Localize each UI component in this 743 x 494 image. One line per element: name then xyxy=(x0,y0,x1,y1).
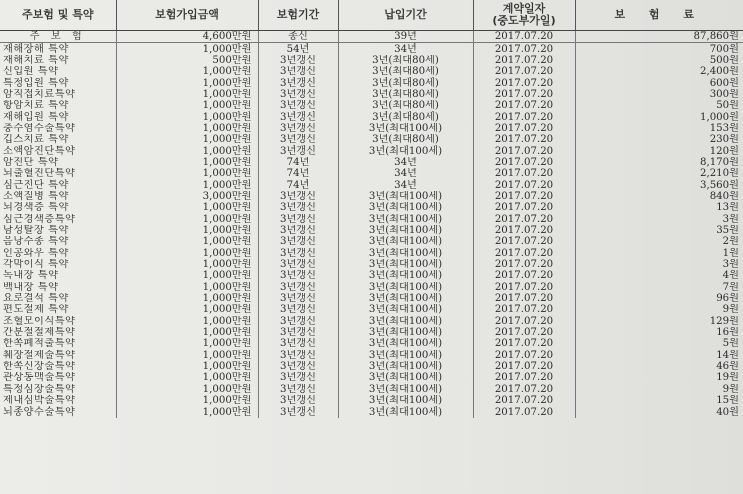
coverage-name: 특정심장술특약 xyxy=(3,383,76,395)
insurance-period: 3년갱신 xyxy=(258,406,338,417)
contract-date: 2017.07.20 xyxy=(473,123,575,134)
premium-amount: 9원 xyxy=(575,304,743,315)
premium-amount: 230원 xyxy=(575,134,743,145)
insured-amount: 1,000만원 xyxy=(116,236,258,247)
table-row xyxy=(0,111,743,122)
contract-date: 2017.07.20 xyxy=(473,259,575,270)
table-row xyxy=(0,236,743,247)
payment-period: 3년(최대100세) xyxy=(338,145,473,156)
table-row xyxy=(0,259,743,270)
premium-amount: 2,400원 xyxy=(575,66,743,77)
insurance-period: 3년갱신 xyxy=(258,111,338,122)
contract-date: 2017.07.20 xyxy=(473,179,575,190)
premium-amount: 129원 xyxy=(575,316,743,327)
payment-period: 3년(최대100세) xyxy=(338,123,473,134)
payment-period: 3년(최대80세) xyxy=(338,55,473,66)
contract-date: 2017.07.20 xyxy=(473,338,575,349)
insured-amount: 1,000만원 xyxy=(116,327,258,338)
insurance-period: 종신 xyxy=(258,31,338,43)
insurance-period: 3년갱신 xyxy=(258,134,338,145)
insured-amount: 1,000만원 xyxy=(116,248,258,259)
contract-date: 2017.07.20 xyxy=(473,77,575,88)
coverage-name: 항암치료 특약 xyxy=(3,100,69,112)
table-row xyxy=(0,361,743,372)
table-row xyxy=(0,157,743,168)
payment-period: 3년(최대100세) xyxy=(338,395,473,406)
payment-period: 3년(최대100세) xyxy=(338,338,473,349)
premium-amount: 46원 xyxy=(575,361,743,372)
header-coverage: 주보험 및 특약 xyxy=(0,0,116,31)
insurance-period: 3년갱신 xyxy=(258,66,338,77)
header-payment-period: 납입기간 xyxy=(338,0,473,31)
table-row xyxy=(0,123,743,134)
premium-amount: 14원 xyxy=(575,350,743,361)
contract-date: 2017.07.20 xyxy=(473,168,575,179)
table-row xyxy=(0,43,743,55)
insurance-period: 3년갱신 xyxy=(258,316,338,327)
premium-amount: 35원 xyxy=(575,225,743,236)
insured-amount: 1,000만원 xyxy=(116,43,258,55)
premium-amount: 120원 xyxy=(575,145,743,156)
insurance-period: 3년갱신 xyxy=(258,248,338,259)
payment-period: 3년(최대100세) xyxy=(338,406,473,417)
header-contract-date-line1: 계약일자 xyxy=(502,2,546,15)
payment-period: 34년 xyxy=(338,179,473,190)
contract-date: 2017.07.20 xyxy=(473,248,575,259)
premium-amount: 8,170원 xyxy=(575,157,743,168)
table-row xyxy=(0,304,743,315)
insurance-period: 3년갱신 xyxy=(258,100,338,111)
payment-period: 3년(최대100세) xyxy=(338,259,473,270)
coverage-name: 남성탈장 특약 xyxy=(3,225,69,237)
coverage-name: 녹내장 특약 xyxy=(3,270,59,282)
premium-amount: 40원 xyxy=(575,406,743,417)
insured-amount: 1,000만원 xyxy=(116,282,258,293)
table-row xyxy=(0,406,743,417)
insurance-period: 3년갱신 xyxy=(258,361,338,372)
premium-amount: 700원 xyxy=(575,43,743,55)
contract-date: 2017.07.20 xyxy=(473,395,575,406)
table-row xyxy=(0,372,743,383)
coverage-name: 재해치료 특약 xyxy=(3,54,69,66)
insured-amount: 1,000만원 xyxy=(116,202,258,213)
table-row xyxy=(0,145,743,156)
insured-amount: 1,000만원 xyxy=(116,168,258,179)
coverage-name: 암진단 특약 xyxy=(3,156,59,168)
insurance-period: 3년갱신 xyxy=(258,259,338,270)
contract-date: 2017.07.20 xyxy=(473,236,575,247)
table-header-row xyxy=(0,0,743,31)
contract-date: 2017.07.20 xyxy=(473,55,575,66)
contract-date: 2017.07.20 xyxy=(473,372,575,383)
payment-period: 34년 xyxy=(338,43,473,55)
insured-amount: 1,000만원 xyxy=(116,293,258,304)
insured-amount: 1,000만원 xyxy=(116,123,258,134)
payment-period: 3년(최대100세) xyxy=(338,384,473,395)
payment-period: 3년(최대100세) xyxy=(338,270,473,281)
premium-amount: 1원 xyxy=(575,248,743,259)
payment-period: 34년 xyxy=(338,157,473,168)
coverage-name: 편도절제 특약 xyxy=(3,304,69,316)
premium-amount: 2원 xyxy=(575,236,743,247)
contract-date: 2017.07.20 xyxy=(473,145,575,156)
insurance-period: 3년갱신 xyxy=(258,282,338,293)
coverage-name: 음낭수종 특약 xyxy=(3,236,69,248)
insurance-period: 3년갱신 xyxy=(258,395,338,406)
coverage-name: 뇌출혈진단특약 xyxy=(3,168,76,180)
payment-period: 3년(최대80세) xyxy=(338,77,473,88)
insured-amount: 1,000만원 xyxy=(116,406,258,417)
contract-date: 2017.07.20 xyxy=(473,316,575,327)
coverage-name: 재해장해 특약 xyxy=(3,43,69,55)
coverage-name: 각막이식 특약 xyxy=(3,259,69,271)
insured-amount: 1,000만원 xyxy=(116,134,258,145)
table-row xyxy=(0,179,743,190)
premium-amount: 5원 xyxy=(575,338,743,349)
table-row xyxy=(0,248,743,259)
premium-amount: 600원 xyxy=(575,77,743,88)
table-row xyxy=(0,31,743,43)
insured-amount: 1,000만원 xyxy=(116,361,258,372)
coverage-name: 특정입원 특약 xyxy=(3,77,69,89)
table-row xyxy=(0,202,743,213)
insured-amount: 1,000만원 xyxy=(116,89,258,100)
contract-date: 2017.07.20 xyxy=(473,66,575,77)
table-row xyxy=(0,270,743,281)
premium-amount: 9원 xyxy=(575,384,743,395)
insurance-period: 74년 xyxy=(258,168,338,179)
insured-amount: 1,000만원 xyxy=(116,214,258,225)
insured-amount: 1,000만원 xyxy=(116,304,258,315)
insurance-period: 3년갱신 xyxy=(258,270,338,281)
table-row xyxy=(0,293,743,304)
contract-date: 2017.07.20 xyxy=(473,89,575,100)
insured-amount: 1,000만원 xyxy=(116,384,258,395)
contract-date: 2017.07.20 xyxy=(473,134,575,145)
coverage-name: 한쪽폐적출특약 xyxy=(3,338,76,350)
premium-amount: 7원 xyxy=(575,282,743,293)
coverage-name: 한쪽신장술특약 xyxy=(3,361,76,373)
header-premium: 보 험 료 xyxy=(575,0,743,31)
contract-date: 2017.07.20 xyxy=(473,202,575,213)
contract-date: 2017.07.20 xyxy=(473,157,575,168)
header-contract-date xyxy=(473,0,575,31)
table-row xyxy=(0,214,743,225)
insured-amount: 1,000만원 xyxy=(116,100,258,111)
insurance-period: 3년갱신 xyxy=(258,89,338,100)
insurance-period: 3년갱신 xyxy=(258,304,338,315)
coverage-name: 충수염수술특약 xyxy=(3,122,76,134)
payment-period: 3년(최대80세) xyxy=(338,134,473,145)
table-row xyxy=(0,168,743,179)
payment-period: 3년(최대80세) xyxy=(338,100,473,111)
insured-amount: 1,000만원 xyxy=(116,179,258,190)
premium-amount: 87,860원 xyxy=(575,31,743,43)
premium-amount: 153원 xyxy=(575,123,743,134)
insurance-period: 54년 xyxy=(258,43,338,55)
insurance-period: 3년갱신 xyxy=(258,338,338,349)
payment-period: 34년 xyxy=(338,168,473,179)
coverage-name: 깁스치료 특약 xyxy=(3,134,69,146)
premium-amount: 4원 xyxy=(575,270,743,281)
premium-amount: 19원 xyxy=(575,372,743,383)
contract-date: 2017.07.20 xyxy=(473,214,575,225)
insured-amount: 1,000만원 xyxy=(116,145,258,156)
coverage-name: 심근경색증특약 xyxy=(3,213,76,225)
coverage-name: 재해입원 특약 xyxy=(3,111,69,123)
contract-date: 2017.07.20 xyxy=(473,361,575,372)
table-row xyxy=(0,282,743,293)
contract-date: 2017.07.20 xyxy=(473,282,575,293)
contract-date: 2017.07.20 xyxy=(473,191,575,202)
insured-amount: 1,000만원 xyxy=(116,395,258,406)
table-row xyxy=(0,395,743,406)
contract-date: 2017.07.20 xyxy=(473,270,575,281)
coverage-name: 췌장절제술특약 xyxy=(3,349,76,361)
insurance-period: 3년갱신 xyxy=(258,145,338,156)
premium-amount: 16원 xyxy=(575,327,743,338)
coverage-name: 심근진단 특약 xyxy=(3,179,69,191)
coverage-name: 뇌경색증 특약 xyxy=(3,202,69,214)
premium-amount: 840원 xyxy=(575,191,743,202)
table-row xyxy=(0,338,743,349)
insured-amount: 1,000만원 xyxy=(116,270,258,281)
coverage-name: 관상동맥술특약 xyxy=(3,372,76,384)
coverage-name: 백내장 특약 xyxy=(3,281,59,293)
payment-period: 3년(최대100세) xyxy=(338,361,473,372)
insurance-period: 3년갱신 xyxy=(258,191,338,202)
payment-period: 3년(최대100세) xyxy=(338,191,473,202)
insurance-period: 3년갱신 xyxy=(258,293,338,304)
insurance-period: 3년갱신 xyxy=(258,350,338,361)
table-row xyxy=(0,89,743,100)
coverage-name: 간분절절제특약 xyxy=(3,327,76,339)
coverage-name: 조혈모이식특약 xyxy=(3,315,76,327)
premium-amount: 3원 xyxy=(575,259,743,270)
contract-date: 2017.07.20 xyxy=(473,100,575,111)
insured-amount: 1,000만원 xyxy=(116,338,258,349)
insurance-period: 3년갱신 xyxy=(258,384,338,395)
payment-period: 3년(최대100세) xyxy=(338,236,473,247)
insurance-period: 3년갱신 xyxy=(258,123,338,134)
contract-date: 2017.07.20 xyxy=(473,406,575,417)
insured-amount: 1,000만원 xyxy=(116,316,258,327)
insured-amount: 1,000만원 xyxy=(116,350,258,361)
insured-amount: 1,000만원 xyxy=(116,77,258,88)
premium-amount: 13원 xyxy=(575,202,743,213)
insured-amount: 1,000만원 xyxy=(116,111,258,122)
coverage-name: 인공와우 특약 xyxy=(3,247,69,259)
insured-amount: 500만원 xyxy=(116,55,258,66)
coverage-name: 암직접치료특약 xyxy=(3,88,76,100)
insured-amount: 1,000만원 xyxy=(116,66,258,77)
coverage-name: 소액질병 특약 xyxy=(3,190,69,202)
header-insured-amount: 보험가입금액 xyxy=(116,0,258,31)
coverage-rows xyxy=(0,31,743,418)
table-row xyxy=(0,327,743,338)
table-row xyxy=(0,350,743,361)
insurance-period: 3년갱신 xyxy=(258,202,338,213)
insurance-period: 3년갱신 xyxy=(258,77,338,88)
contract-date: 2017.07.20 xyxy=(473,43,575,55)
header-insurance-period: 보험기간 xyxy=(258,0,338,31)
contract-date: 2017.07.20 xyxy=(473,31,575,43)
payment-period: 3년(최대100세) xyxy=(338,372,473,383)
insured-amount: 1,000만원 xyxy=(116,225,258,236)
table-row xyxy=(0,191,743,202)
insured-amount: 1,000만원 xyxy=(116,372,258,383)
contract-date: 2017.07.20 xyxy=(473,293,575,304)
premium-amount: 50원 xyxy=(575,100,743,111)
contract-date: 2017.07.20 xyxy=(473,384,575,395)
contract-date: 2017.07.20 xyxy=(473,225,575,236)
premium-amount: 1,000원 xyxy=(575,111,743,122)
coverage-name: 주 보 험 xyxy=(0,31,116,43)
table-row xyxy=(0,66,743,77)
insurance-period: 74년 xyxy=(258,157,338,168)
payment-period: 3년(최대100세) xyxy=(338,293,473,304)
insurance-period: 3년갱신 xyxy=(258,327,338,338)
premium-amount: 500원 xyxy=(575,55,743,66)
contract-date: 2017.07.20 xyxy=(473,304,575,315)
header-contract-date-line2: (중도부가일) xyxy=(492,14,556,27)
payment-period: 3년(최대80세) xyxy=(338,111,473,122)
payment-period: 3년(최대100세) xyxy=(338,350,473,361)
table-row xyxy=(0,55,743,66)
payment-period: 3년(최대100세) xyxy=(338,327,473,338)
contract-date: 2017.07.20 xyxy=(473,350,575,361)
insured-amount: 1,000만원 xyxy=(116,259,258,270)
table-row xyxy=(0,134,743,145)
table-row xyxy=(0,77,743,88)
payment-period: 3년(최대100세) xyxy=(338,214,473,225)
table-row xyxy=(0,316,743,327)
premium-amount: 15원 xyxy=(575,395,743,406)
payment-period: 3년(최대100세) xyxy=(338,248,473,259)
payment-period: 3년(최대100세) xyxy=(338,316,473,327)
premium-amount: 300원 xyxy=(575,89,743,100)
table-row xyxy=(0,225,743,236)
insurance-period: 3년갱신 xyxy=(258,236,338,247)
coverage-name: 제내심박술특약 xyxy=(3,395,76,407)
insurance-period: 3년갱신 xyxy=(258,214,338,225)
payment-period: 39년 xyxy=(338,31,473,43)
payment-period: 3년(최대80세) xyxy=(338,66,473,77)
premium-amount: 3,560원 xyxy=(575,179,743,190)
payment-period: 3년(최대100세) xyxy=(338,304,473,315)
table-row xyxy=(0,384,743,395)
table-row xyxy=(0,100,743,111)
contract-date: 2017.07.20 xyxy=(473,111,575,122)
contract-date: 2017.07.20 xyxy=(473,327,575,338)
payment-period: 3년(최대100세) xyxy=(338,225,473,236)
insured-amount: 1,000만원 xyxy=(116,157,258,168)
coverage-name: 신입원 특약 xyxy=(3,66,59,78)
premium-amount: 3원 xyxy=(575,214,743,225)
payment-period: 3년(최대100세) xyxy=(338,282,473,293)
insurance-period: 3년갱신 xyxy=(258,55,338,66)
insured-amount: 3,000만원 xyxy=(116,191,258,202)
coverage-name: 소액암진단특약 xyxy=(3,145,76,157)
coverage-name: 뇌종양수술특약 xyxy=(3,406,76,418)
insured-amount: 4,600만원 xyxy=(116,31,258,43)
premium-amount: 96원 xyxy=(575,293,743,304)
payment-period: 3년(최대100세) xyxy=(338,202,473,213)
payment-period: 3년(최대80세) xyxy=(338,89,473,100)
insurance-period: 74년 xyxy=(258,179,338,190)
coverage-name: 요로결석 특약 xyxy=(3,293,69,305)
insurance-period: 3년갱신 xyxy=(258,225,338,236)
premium-amount: 2,210원 xyxy=(575,168,743,179)
insurance-period: 3년갱신 xyxy=(258,372,338,383)
